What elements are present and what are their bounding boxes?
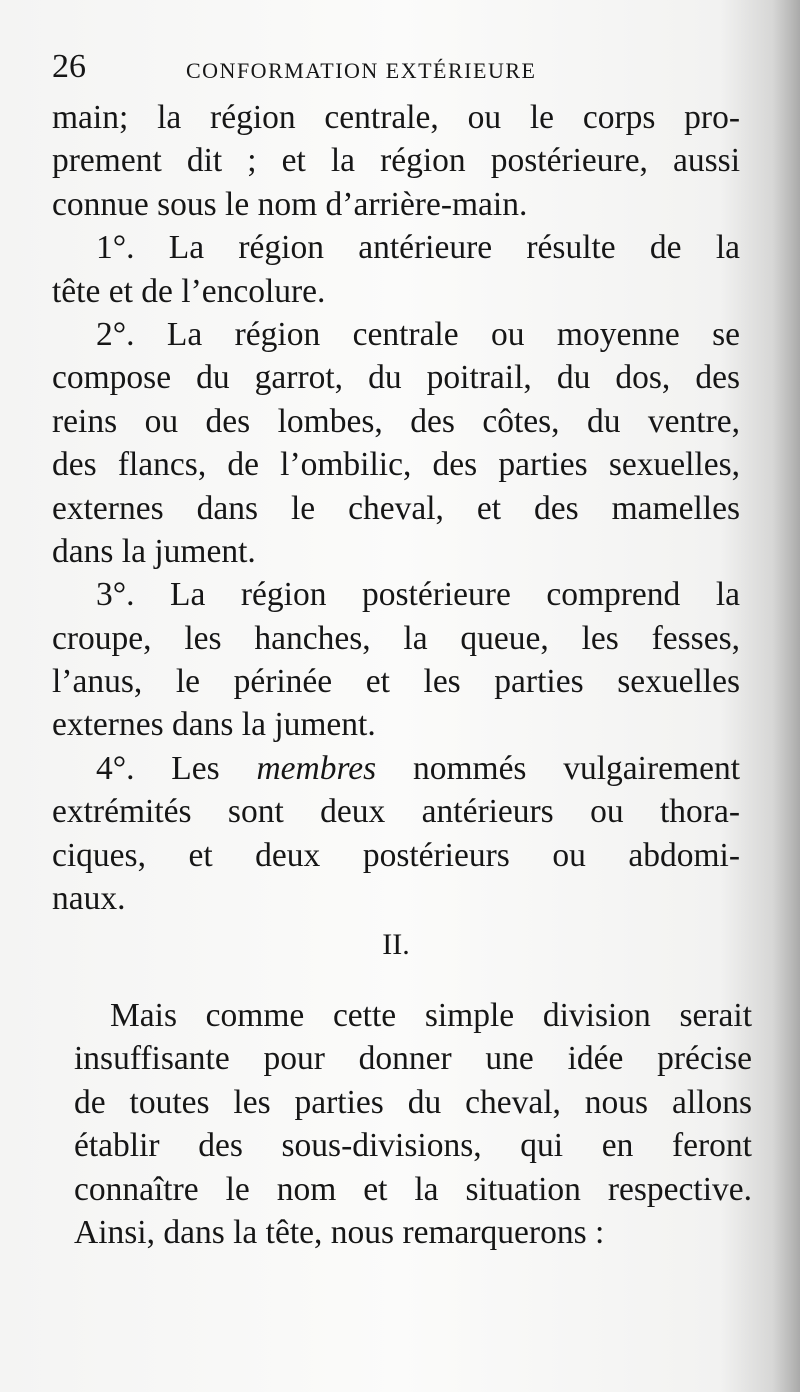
page-number: 26 [52,48,86,85]
text-line: de toutes les parties du cheval, nous allons [74,1083,752,1121]
text-line: naux. [52,880,126,918]
text-line: 1°. La région antérieure résulte de la [96,229,740,267]
text-line: dans la jument. [52,532,256,570]
text-line: compose du garrot, du poitrail, du dos, des [52,359,740,397]
body-text-section-2 [74,994,752,1254]
section-heading: II. [382,928,410,961]
text-line: des flancs, de l’ombilic, des parties sexuelles, [52,446,740,484]
running-head: CONFORMATION EXTÉRIEURE [186,58,537,83]
text-line: croupe, les hanches, la queue, les fesses, [52,619,740,657]
italic-term: membres [256,749,377,787]
text-line: connaître le nom et la situation respective. [74,1170,752,1208]
text-fragment: nommés vulgairement [376,749,740,787]
text-line: établir des sous-divisions, qui en feront [74,1127,752,1165]
body-text [52,96,740,920]
page-header [52,48,740,88]
text-line: Mais comme cette simple division serait [110,997,752,1034]
text-line: l’anus, le périnée et les parties sexuelles [52,663,740,701]
text-line: ciques, et deux postérieurs ou abdomi- [52,836,740,874]
text-line: prement dit ; et la région postérieure, aussi [52,142,740,180]
text-line: tête et de l’encolure. [52,272,326,310]
text-line: 2°. La région centrale ou moyenne se [96,315,740,353]
text-line-mixed [52,747,740,790]
text-line: extrémités sont deux antérieurs ou thora- [52,793,740,831]
text-line: 3°. La région postérieure comprend la [96,576,740,614]
text-line: insuffisante pour donner une idée précise [74,1040,752,1078]
text-line: reins ou des lombes, des côtes, du ventre, [52,402,740,440]
text-line: Ainsi, dans la tête, nous remarquerons : [74,1213,605,1251]
text-line: externes dans la jument. [52,706,376,744]
text-line: externes dans le cheval, et des mamelles [52,489,740,527]
page-gutter-shadow [772,0,800,1392]
text-fragment: 4°. Les [96,749,257,787]
text-line: main; la région centrale, ou le corps pro- [52,99,740,136]
text-line: connue sous le nom d’arrière-main. [52,185,528,223]
